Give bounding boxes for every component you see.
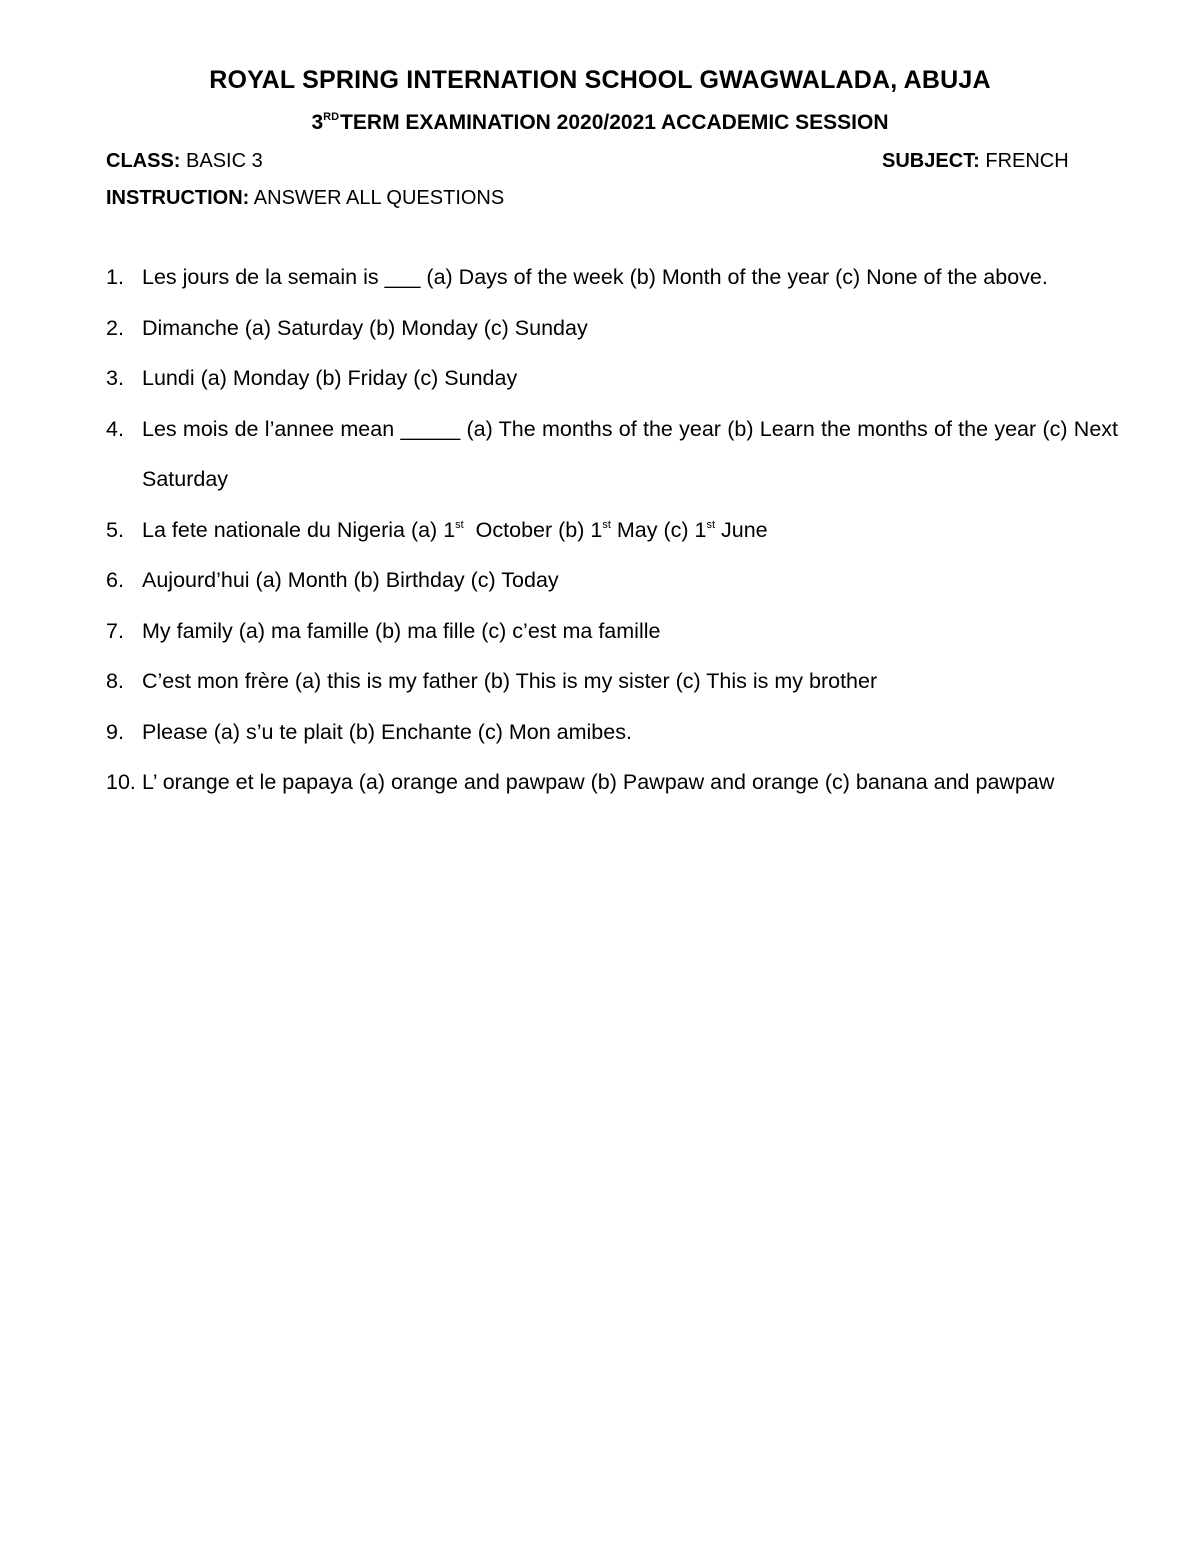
question-item xyxy=(106,555,1118,606)
question-number: 4. xyxy=(106,416,124,441)
subject-value: FRENCH xyxy=(985,150,1069,172)
question-text: My family (a) ma famille (b) ma fille (c) c’est ma famille xyxy=(142,618,661,643)
question-number: 10. xyxy=(106,770,136,794)
question-text: Les mois de l’annee mean _____ (a) The months of the year (b) Learn the months of the year (c) Next Saturday xyxy=(142,416,1118,491)
question-text: Les jours de la semain is ___ (a) Days of the week (b) Month of the year (c) None of the above. xyxy=(142,265,1048,289)
question-text: C’est mon frère (a) this is my father (b) This is my sister (c) This is my brother xyxy=(142,669,878,693)
question-item xyxy=(106,656,1118,707)
question-number: 1. xyxy=(106,265,124,289)
subject-line xyxy=(882,150,1069,173)
question-text: L’ orange et le papaya (a) orange and pawpaw (b) Pawpaw and orange (c) banana and pawpaw xyxy=(142,770,1055,794)
ordinal-suffix: st xyxy=(602,518,611,531)
exam-ordinal: 3 xyxy=(311,111,324,134)
question-number: 5. xyxy=(106,517,124,542)
question-text-part: October (b) 1 xyxy=(463,517,603,542)
question-text: Dimanche (a) Saturday (b) Monday (c) Sunday xyxy=(142,315,588,340)
school-name: ROYAL SPRING INTERNATION SCHOOL GWAGWALADA, ABUJA xyxy=(209,66,991,94)
instruction-line xyxy=(106,187,504,210)
class-value: BASIC 3 xyxy=(186,150,263,172)
question-list xyxy=(106,252,1118,808)
question-text: Aujourd’hui (a) Month (b) Birthday (c) Today xyxy=(142,568,559,592)
subject-label: SUBJECT: xyxy=(882,150,980,172)
question-item xyxy=(106,303,1118,354)
question-item xyxy=(106,757,1118,808)
question-number: 7. xyxy=(106,618,124,643)
instruction-label: INSTRUCTION: xyxy=(106,187,250,209)
question-text-part: La fete nationale du Nigeria (a) 1 xyxy=(142,517,456,542)
question-item xyxy=(106,606,1118,657)
question-text: Lundi (a) Monday (b) Friday (c) Sunday xyxy=(142,366,518,390)
question-number: 8. xyxy=(106,669,124,693)
exam-ordinal-suffix: RD xyxy=(323,111,340,123)
exam-title-text: TERM EXAMINATION 2020/2021 ACCADEMIC SESSION xyxy=(340,111,889,134)
ordinal-suffix: st xyxy=(706,518,716,531)
question-text: Please (a) s’u te plait (b) Enchante (c) Mon amibes. xyxy=(142,719,632,744)
question-number: 2. xyxy=(106,315,124,340)
class-line xyxy=(106,150,263,173)
question-item xyxy=(106,252,1118,303)
question-text xyxy=(142,518,768,542)
ordinal-suffix: st xyxy=(455,518,464,531)
question-item xyxy=(106,353,1118,404)
question-item xyxy=(106,707,1118,758)
question-item xyxy=(106,505,1118,556)
question-text-part: June xyxy=(715,517,768,542)
class-label: CLASS: xyxy=(106,150,181,172)
instruction-value: ANSWER ALL QUESTIONS xyxy=(253,187,505,209)
question-number: 9. xyxy=(106,719,124,744)
question-item xyxy=(106,404,1118,505)
question-number: 3. xyxy=(106,366,124,390)
question-number: 6. xyxy=(106,568,124,592)
question-text-part: May (c) 1 xyxy=(610,517,707,542)
exam-title xyxy=(0,111,1200,135)
